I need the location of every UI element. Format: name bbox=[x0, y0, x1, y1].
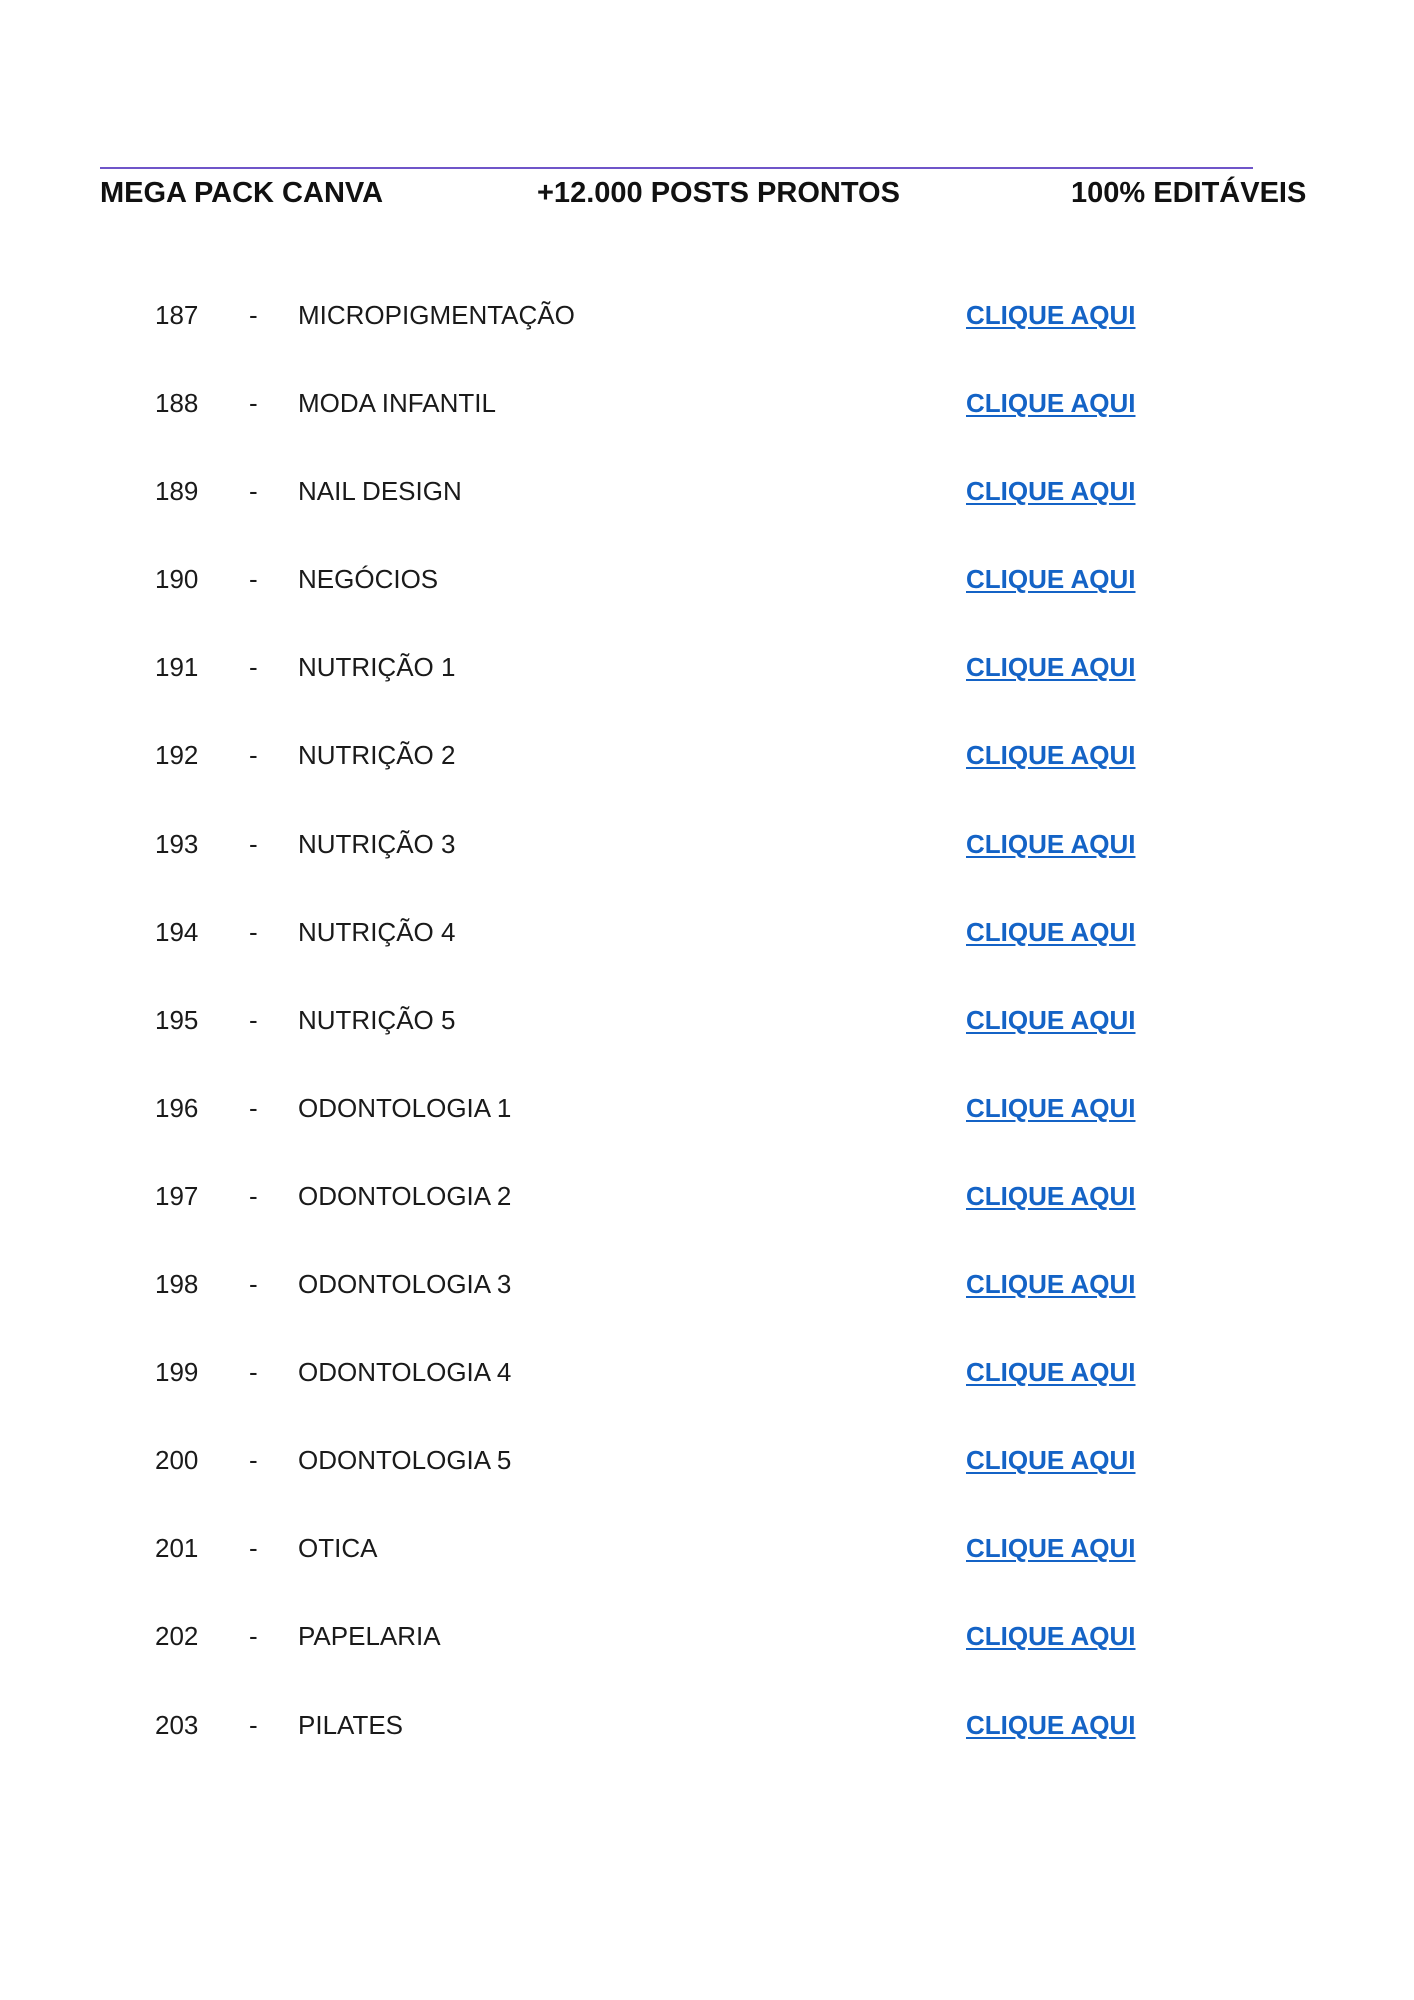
list-item bbox=[0, 730, 1414, 818]
item-number: 189 bbox=[155, 476, 199, 507]
item-number: 190 bbox=[155, 564, 199, 595]
list-item bbox=[0, 995, 1414, 1083]
item-number: 195 bbox=[155, 1004, 199, 1035]
list-item bbox=[0, 907, 1414, 995]
item-number: 187 bbox=[155, 300, 199, 330]
list-item bbox=[0, 819, 1414, 907]
item-number: 202 bbox=[155, 1621, 199, 1652]
item-link[interactable]: CLIQUE AQUI bbox=[966, 1533, 1136, 1564]
item-number: 200 bbox=[155, 1445, 199, 1476]
item-link[interactable]: CLIQUE AQUI bbox=[966, 300, 1136, 330]
header-title-right: 100% EDITÁVEIS bbox=[1071, 177, 1307, 209]
list-item bbox=[0, 1083, 1414, 1171]
item-separator: - bbox=[249, 476, 258, 507]
item-separator: - bbox=[249, 300, 258, 330]
list-item bbox=[0, 1259, 1414, 1347]
item-label: NAIL DESIGN bbox=[298, 476, 462, 507]
item-separator: - bbox=[249, 1269, 258, 1300]
item-label: ODONTOLOGIA 4 bbox=[298, 1357, 512, 1388]
item-label: MODA INFANTIL bbox=[298, 388, 496, 419]
item-number: 198 bbox=[155, 1269, 199, 1300]
item-label: NEGÓCIOS bbox=[298, 564, 439, 595]
item-separator: - bbox=[249, 564, 258, 595]
header-title-center: +12.000 POSTS PRONTOS bbox=[537, 177, 900, 209]
item-label: PILATES bbox=[298, 1709, 404, 1740]
item-number: 191 bbox=[155, 652, 199, 683]
item-link[interactable]: CLIQUE AQUI bbox=[966, 564, 1136, 595]
item-number: 194 bbox=[155, 916, 199, 947]
item-number: 188 bbox=[155, 388, 199, 419]
item-link[interactable]: CLIQUE AQUI bbox=[966, 916, 1136, 947]
list-item bbox=[0, 1171, 1414, 1259]
list-item bbox=[0, 378, 1414, 466]
item-label: ODONTOLOGIA 5 bbox=[298, 1445, 512, 1476]
pack-list bbox=[0, 290, 1414, 1788]
document-header bbox=[100, 172, 1340, 214]
list-item bbox=[0, 1347, 1414, 1435]
item-separator: - bbox=[249, 1004, 258, 1035]
item-label: NUTRIÇÃO 1 bbox=[298, 652, 456, 683]
item-link[interactable]: CLIQUE AQUI bbox=[966, 1621, 1136, 1652]
item-link[interactable]: CLIQUE AQUI bbox=[966, 1709, 1136, 1740]
item-number: 193 bbox=[155, 828, 199, 859]
item-number: 199 bbox=[155, 1357, 199, 1388]
item-link[interactable]: CLIQUE AQUI bbox=[966, 1092, 1136, 1123]
item-number: 203 bbox=[155, 1709, 199, 1740]
list-item bbox=[0, 1523, 1414, 1611]
item-separator: - bbox=[249, 1533, 258, 1564]
item-label: NUTRIÇÃO 3 bbox=[298, 828, 456, 859]
item-link[interactable]: CLIQUE AQUI bbox=[966, 1445, 1136, 1476]
item-label: NUTRIÇÃO 5 bbox=[298, 1004, 456, 1035]
item-separator: - bbox=[249, 828, 258, 859]
item-label: NUTRIÇÃO 2 bbox=[298, 740, 456, 771]
list-item bbox=[0, 642, 1414, 730]
item-label: ODONTOLOGIA 3 bbox=[298, 1269, 512, 1300]
item-label: NUTRIÇÃO 4 bbox=[298, 916, 456, 947]
item-link[interactable]: CLIQUE AQUI bbox=[966, 1180, 1136, 1211]
item-separator: - bbox=[249, 1357, 258, 1388]
item-separator: - bbox=[249, 652, 258, 683]
item-label: MICROPIGMENTAÇÃO bbox=[298, 300, 575, 330]
item-separator: - bbox=[249, 1092, 258, 1123]
header-rule bbox=[100, 167, 1253, 169]
item-link[interactable]: CLIQUE AQUI bbox=[966, 740, 1136, 771]
item-link[interactable]: CLIQUE AQUI bbox=[966, 828, 1136, 859]
item-link[interactable]: CLIQUE AQUI bbox=[966, 476, 1136, 507]
list-item bbox=[0, 1611, 1414, 1699]
item-separator: - bbox=[249, 740, 258, 771]
list-item bbox=[0, 1700, 1414, 1788]
list-item bbox=[0, 290, 1414, 378]
list-item bbox=[0, 1435, 1414, 1523]
list-item bbox=[0, 466, 1414, 554]
item-separator: - bbox=[249, 388, 258, 419]
item-link[interactable]: CLIQUE AQUI bbox=[966, 1357, 1136, 1388]
item-label: PAPELARIA bbox=[298, 1621, 441, 1652]
item-number: 196 bbox=[155, 1092, 199, 1123]
item-label: ODONTOLOGIA 1 bbox=[298, 1092, 512, 1123]
item-number: 192 bbox=[155, 740, 199, 771]
item-number: 197 bbox=[155, 1180, 199, 1211]
item-separator: - bbox=[249, 1621, 258, 1652]
item-link[interactable]: CLIQUE AQUI bbox=[966, 652, 1136, 683]
item-separator: - bbox=[249, 1709, 258, 1740]
item-separator: - bbox=[249, 1180, 258, 1211]
item-label: ODONTOLOGIA 2 bbox=[298, 1180, 512, 1211]
item-separator: - bbox=[249, 916, 258, 947]
item-link[interactable]: CLIQUE AQUI bbox=[966, 388, 1136, 419]
item-number: 201 bbox=[155, 1533, 199, 1564]
item-link[interactable]: CLIQUE AQUI bbox=[966, 1004, 1136, 1035]
item-separator: - bbox=[249, 1445, 258, 1476]
header-title-left: MEGA PACK CANVA bbox=[100, 177, 384, 209]
list-item bbox=[0, 554, 1414, 642]
item-link[interactable]: CLIQUE AQUI bbox=[966, 1269, 1136, 1300]
item-label: OTICA bbox=[298, 1533, 378, 1564]
